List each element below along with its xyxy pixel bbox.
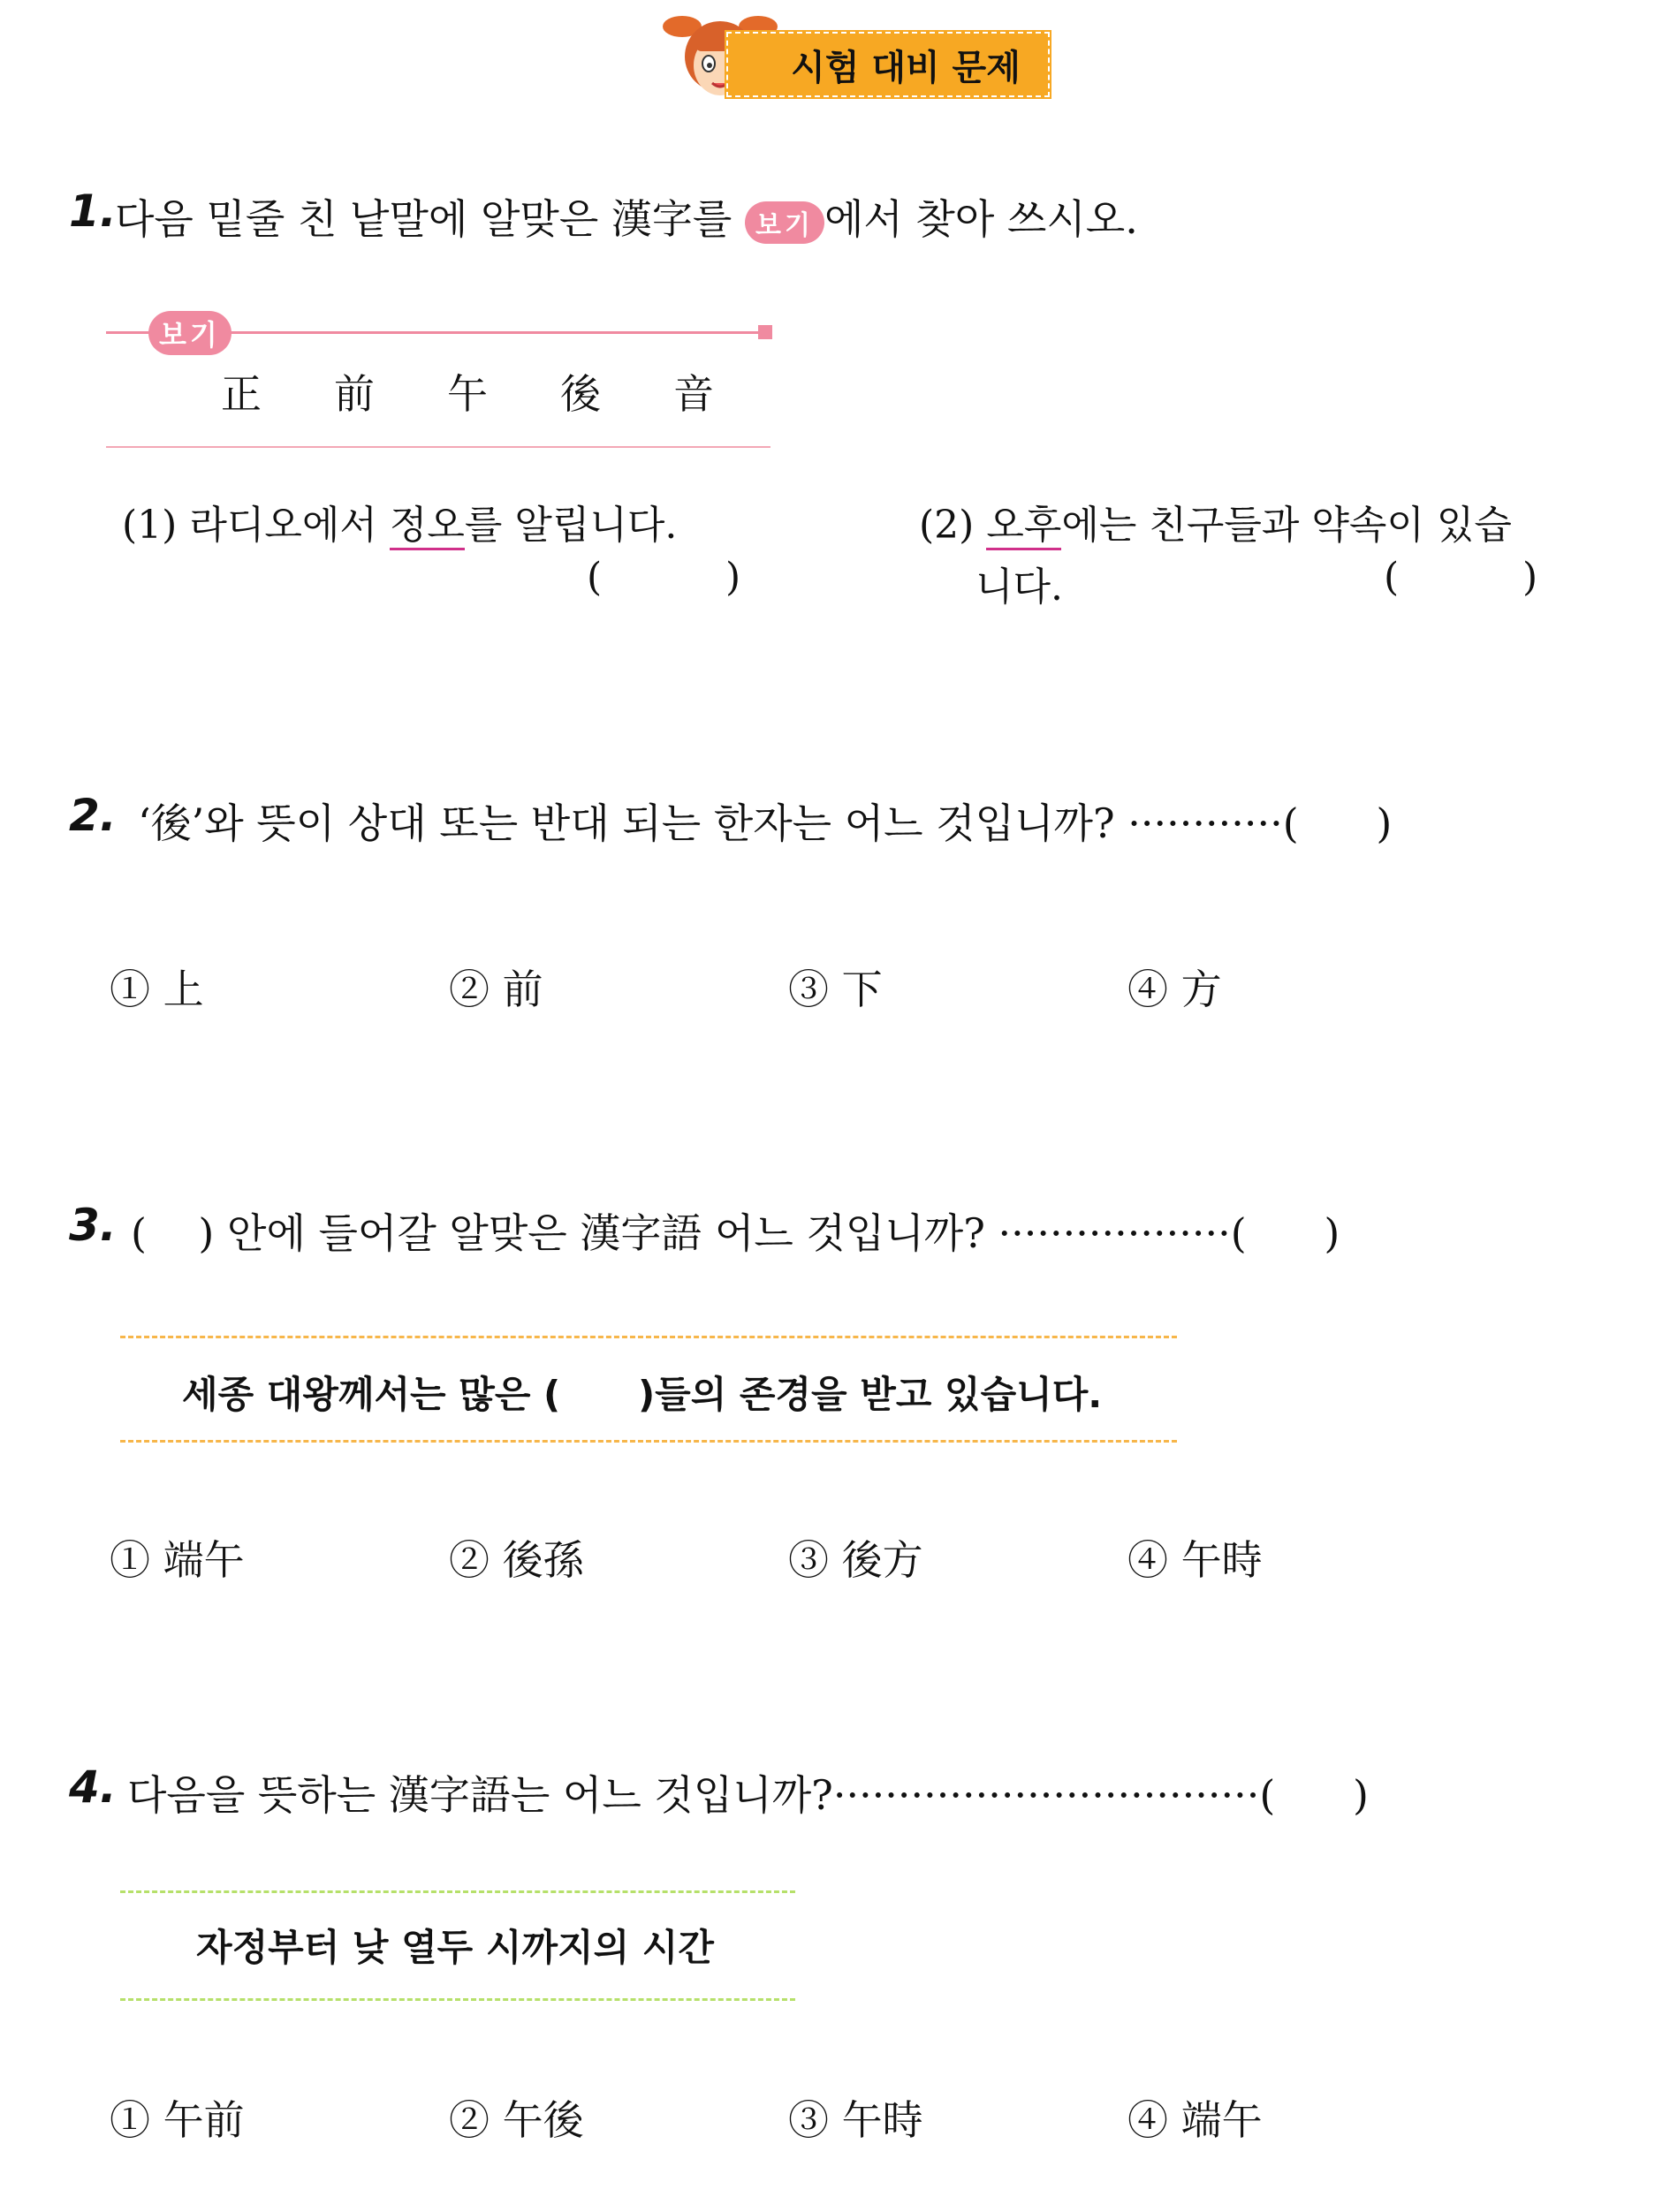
question-4-option-3[interactable]: ③ 午時: [788, 2096, 923, 2144]
bogi-char: 午: [447, 370, 490, 418]
question-3-option-3[interactable]: ③ 後方: [788, 1536, 923, 1584]
question-2-option-1[interactable]: ① 上: [110, 966, 204, 1013]
question-1-text: [115, 187, 1138, 246]
subquestion-1-pre: 라디오에서: [189, 503, 390, 548]
question-3-option-1[interactable]: ① 端午: [110, 1536, 245, 1584]
box-bottom-dashed-line: [120, 1440, 1177, 1443]
question-4-option-4[interactable]: ④ 端午: [1127, 2096, 1263, 2144]
question-1-text-before: 다음 밑줄 친 낱말에 알맞은 漢字를: [115, 195, 745, 243]
subquestion-2-number: (2): [919, 503, 975, 548]
bogi-char: 前: [334, 370, 376, 418]
question-2-option-4[interactable]: ④ 方: [1127, 966, 1222, 1013]
subquestion-2-line2: 니다.: [975, 564, 1063, 610]
box-top-dashed-line: [120, 1890, 795, 1893]
bogi-char: 後: [560, 370, 603, 418]
subquestion-1-underlined-word: 정오: [390, 503, 465, 550]
subquestion-1-number: (1): [122, 503, 178, 548]
box-top-dashed-line: [120, 1336, 1177, 1338]
question-4-option-2[interactable]: ② 午後: [449, 2096, 584, 2144]
subquestion-1-post: 를 알립니다.: [464, 503, 678, 548]
question-3-text: ( ) 안에 들어갈 알맞은 漢字語 어느 것입니까? ··················( ): [131, 1209, 1340, 1257]
subquestion-2: [919, 493, 1512, 549]
question-3-option-4[interactable]: ④ 午時: [1127, 1536, 1263, 1584]
question-1-text-after: 에서 찾아 쓰시오.: [824, 195, 1138, 243]
question-2-option-2[interactable]: ② 前: [449, 966, 543, 1013]
question-4-box-phrase: 자정부터 낮 열두 시까지의 시간: [196, 1926, 714, 1969]
subquestion-1: [122, 493, 677, 549]
bogi-characters: [221, 362, 716, 420]
question-1-number: 1.: [69, 186, 117, 237]
bogi-pill: 보기: [745, 201, 824, 244]
subquestion-2-post: 에는 친구들과 약속이 있습: [1061, 503, 1512, 548]
question-2-text: ‘後’와 뜻이 상대 또는 반대 되는 한자는 어느 것입니까? ············( ): [138, 799, 1393, 847]
question-3-box-sentence: 세종 대왕께서는 많은 ( )들의 존경을 받고 있습니다.: [182, 1373, 1103, 1416]
bogi-bottom-line: [106, 446, 770, 448]
bogi-char: 音: [673, 370, 716, 418]
subquestion-2-answer-blank[interactable]: ( ): [1384, 555, 1538, 600]
subquestion-2-underlined-word: 오후: [986, 503, 1061, 550]
question-2-option-3[interactable]: ③ 下: [788, 966, 883, 1013]
bogi-label: 보기: [148, 311, 232, 355]
section-title-badge: 시험 대비 문제: [726, 32, 1050, 97]
bogi-char: 正: [221, 370, 263, 418]
question-3-number: 3.: [69, 1200, 117, 1251]
question-4-number: 4.: [69, 1761, 117, 1813]
question-2-number: 2.: [69, 790, 117, 841]
subquestion-1-answer-blank[interactable]: ( ): [587, 555, 741, 600]
question-4-text: 다음을 뜻하는 漢字語는 어느 것입니까?·································( ): [127, 1771, 1369, 1819]
question-4-option-1[interactable]: ① 午前: [110, 2096, 245, 2144]
bogi-line-end-marker: [758, 325, 772, 339]
question-3-option-2[interactable]: ② 後孫: [449, 1536, 584, 1584]
box-bottom-dashed-line: [120, 1998, 795, 2001]
